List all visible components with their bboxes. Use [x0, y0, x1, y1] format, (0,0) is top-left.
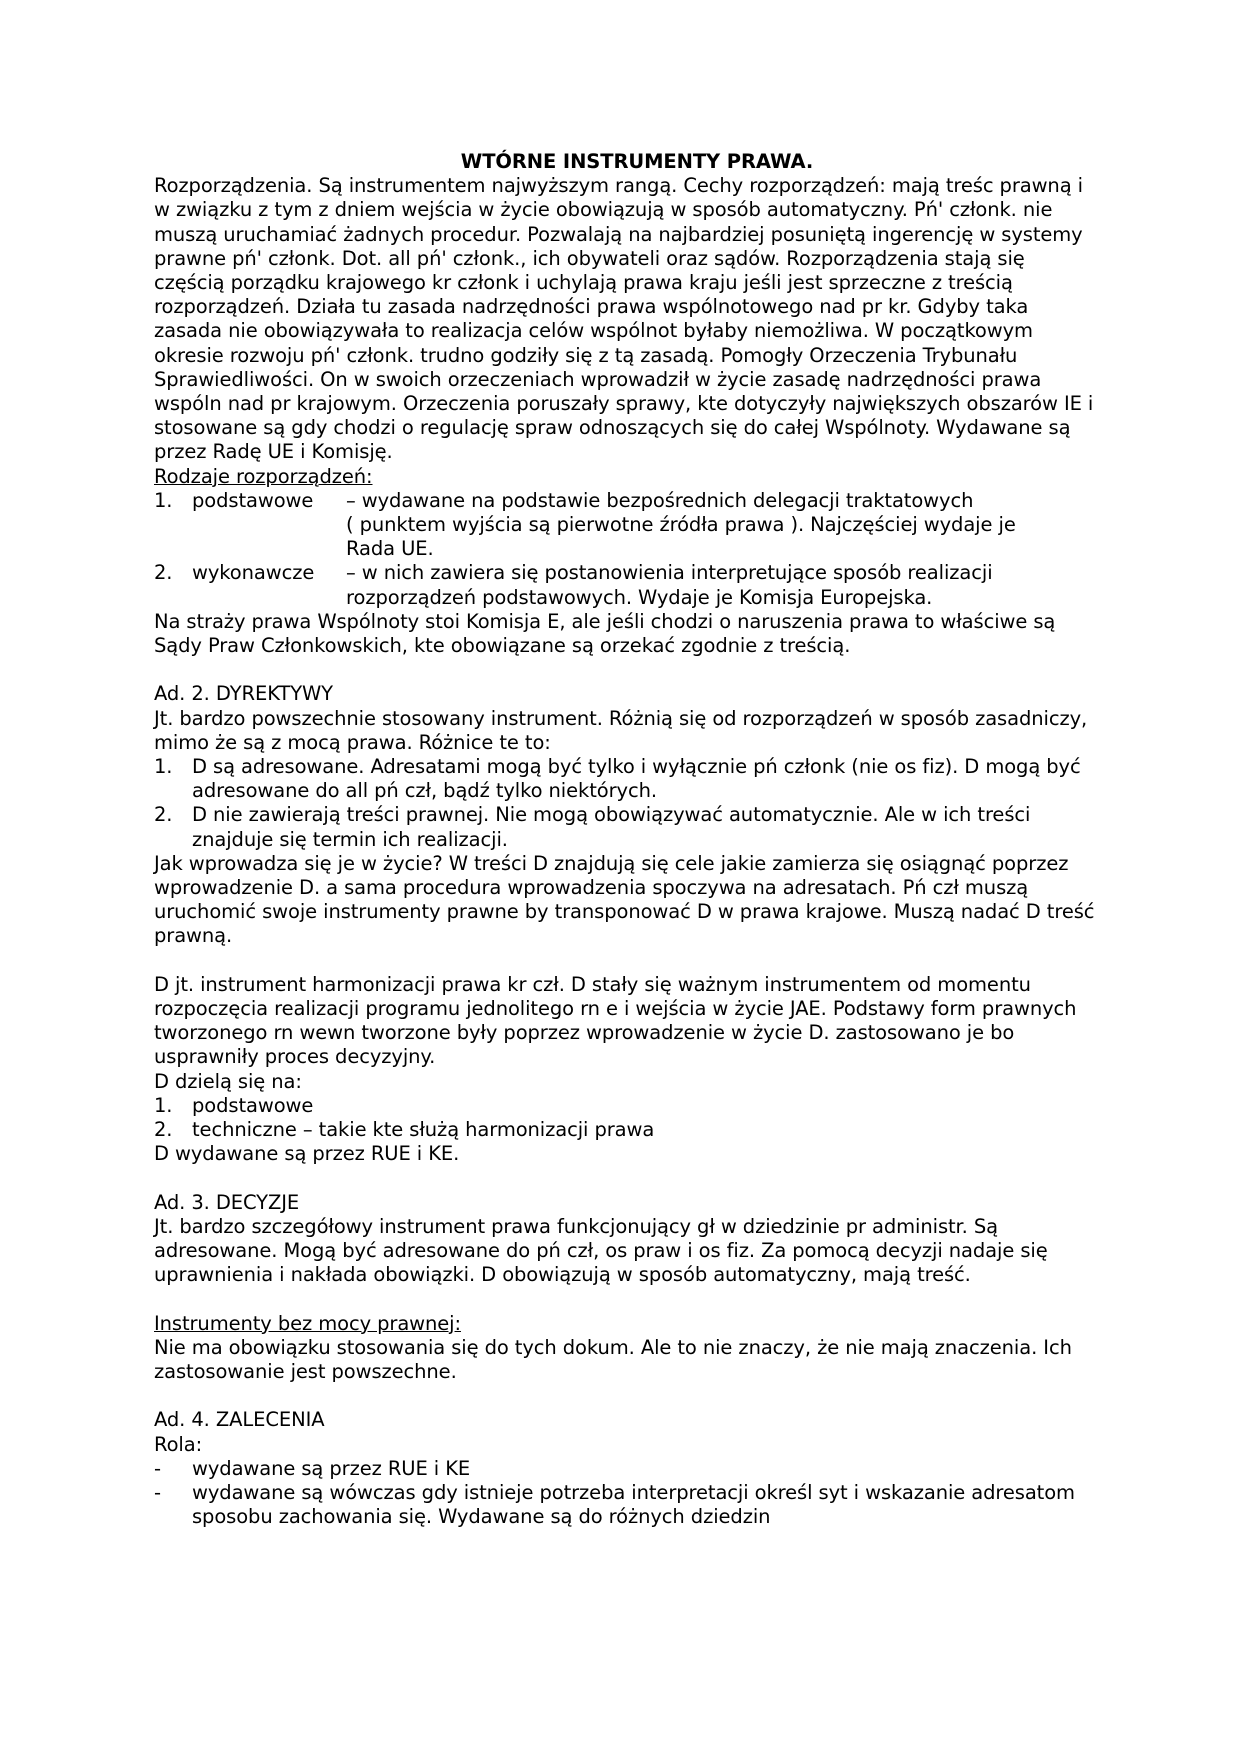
dash-bullet: - — [154, 1456, 161, 1480]
recommendation-item — [154, 1481, 1100, 1529]
list-number: 2. — [154, 1118, 173, 1142]
commission-guard-paragraph: Na straży prawa Wspólnoty stoi Komisja E, ale jeśli chodzi o naruszenia prawa to właściwe są Sądy Praw Członkowskich, kte obowiązane są orzekać zgodnie z treścią. — [154, 609, 1056, 658]
non-binding-heading: Instrumenty bez mocy prawnej: — [154, 1311, 461, 1335]
list-number: 1. — [154, 1093, 173, 1117]
directives-issued-by: D wydawane są przez RUE i KE. — [154, 1142, 460, 1166]
list-number: 1. — [154, 488, 173, 512]
list-item-text: techniczne – takie kte służą harmonizacji prawa — [192, 1118, 655, 1142]
regulation-type-continuation: rozporządzeń podstawowych. Wydaje je Komisja Europejska. — [346, 585, 933, 609]
list-number: 2. — [154, 561, 173, 585]
non-binding-paragraph: Nie ma obowiązku stosowania się do tych dokum. Ale to nie znaczy, że nie mają znaczenia. Ich zastosowanie jest powszechne. — [154, 1335, 1072, 1384]
regulation-type-item — [154, 561, 1100, 609]
directives-division-intro: D dzielą się na: — [154, 1069, 302, 1093]
recommendations-heading: Ad. 4. ZALECENIA — [154, 1408, 325, 1432]
list-item-text: D nie zawierają treści prawnej. Nie mogą obowiązywać automatycznie. Ale w ich treści znajduje się termin ich realizacji. — [192, 803, 1031, 851]
regulation-type-description: – w nich zawiera się postanowienia interpretujące sposób realizacji — [346, 561, 993, 585]
directive-difference-item — [154, 803, 1100, 851]
directives-intro: Jt. bardzo powszechnie stosowany instrument. Różnią się od rozporządzeń w sposób zasadniczy, mimo że są z mocą prawa. Różnice te to: — [154, 706, 1088, 754]
regulation-type-continuation: ( punktem wyjścia są pierwotne źródła prawa ). Najczęściej wydaje je Rada UE. — [346, 513, 1016, 561]
list-number: 2. — [154, 803, 173, 827]
directives-implementation-paragraph: Jak wprowadza się je w życie? W treści D znajdują się cele jakie zamierza się osiągnąć poprzez wprowadzenie D. a sama procedura wprowadzenia spoczywa na adresatach. Pń czł muszą uruchomić swoje instrumenty prawne by transponować D w prawa krajowe. Muszą nadać D treść prawną. — [154, 851, 1095, 948]
directives-heading: Ad. 2. DYREKTYWY — [154, 682, 333, 706]
regulation-types-heading: Rodzaje rozporządzeń: — [154, 464, 373, 488]
regulation-type-label: wykonawcze — [192, 561, 315, 585]
directive-division-item — [154, 1094, 1100, 1118]
regulations-paragraph: Rozporządzenia. Są instrumentem najwyższym rangą. Cechy rozporządzeń: mają treśc prawną i w związku z tym z dniem wejścia w życie obowiązują w sposób automatyczny. Pń' członk. nie muszą uruchamiać żadnych procedur. Pozwalają na najbardziej posuniętą ingerencję w systemy prawne pń' członk. Dot. all pń' członk., ich obywateli oraz sądów. Rozporządzenia stają się częścią porządku krajowego kr członk i uchylają prawa kraju jeśli jest sprzeczne z treścią rozporządzeń. Działa tu zasada nadrzędności prawa wspólnotowego nad pr kr. Gdyby taka zasada nie obowiązywała to realizacja celów wspólnot byłaby niemożliwa. W początkowym okresie rozwoju pń' członk. trudno godziły się z tą zasadą. Pomogły Orzeczenia Trybunału Sprawiedliwości. On w swoich orzeczeniach wprowadził w życie zasadę nadrzędności prawa wspóln nad pr krajowym. Orzeczenia poruszały sprawy, kte dotyczyły największych obszarów IE i stosowane są gdy chodzi o regulację spraw odnoszących się do całej Wspólnoty. Wydawane są przez Radę UE i Komisję. — [154, 174, 1094, 464]
list-item-text: podstawowe — [192, 1093, 314, 1117]
list-item-text: wydawane są wówczas gdy istnieje potrzeba interpretacji określ syt i wskazanie adresatom sposobu zachowania się. Wydawane są do różnych dziedzin — [192, 1481, 1075, 1529]
document-page — [154, 150, 1100, 1530]
dash-bullet: - — [154, 1481, 161, 1505]
list-number: 1. — [154, 755, 173, 779]
directives-harmonization-paragraph: D jt. instrument harmonizacji prawa kr czł. D stały się ważnym instrumentem od momentu rozpoczęcia realizacji programu jednolitego rn e i wejścia w życie JAE. Podstawy form prawnych tworzonego rn wewn tworzone były poprzez wprowadzenie w życie D. zastosowano je bo usprawniły proces decyzyjny. — [154, 972, 1077, 1069]
directive-division-item — [154, 1118, 1100, 1142]
regulation-type-label: podstawowe — [192, 488, 314, 512]
list-item-text: wydawane są przez RUE i KE — [192, 1456, 471, 1480]
recommendations-role-label: Rola: — [154, 1432, 203, 1456]
document-title: WTÓRNE INSTRUMENTY PRAWA. — [460, 150, 814, 173]
regulation-type-item — [154, 489, 1100, 562]
decisions-heading: Ad. 3. DECYZJE — [154, 1190, 300, 1214]
regulation-type-description: – wydawane na podstawie bezpośrednich delegacji traktatowych — [346, 488, 974, 512]
directive-difference-item — [154, 755, 1100, 803]
recommendation-item — [154, 1457, 1100, 1481]
decisions-paragraph: Jt. bardzo szczegółowy instrument prawa funkcjonujący gł w dziedzinie pr administr. Są adresowane. Mogą być adresowane do pń czł, os praw i os fiz. Za pomocą decyzji nadaje się uprawnienia i nakłada obowiązki. D obowiązują w sposób automatyczny, mają treść. — [154, 1214, 1048, 1287]
list-item-text: D są adresowane. Adresatami mogą być tylko i wyłącznie pń członk (nie os fiz). D mogą być adresowane do all pń czł, bądź tylko niektórych. — [192, 755, 1081, 803]
